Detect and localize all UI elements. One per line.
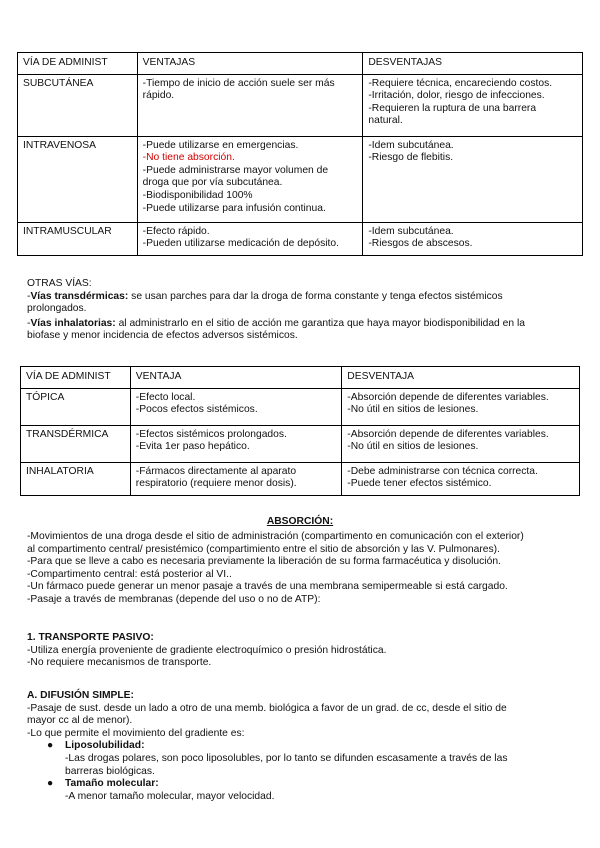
absorption-line: -Un fármaco puede generar un menor pasaje a través de una membrana semipermeable si está cargado. xyxy=(27,581,508,593)
disadvantage-line: -Irritación, dolor, riesgo de infecciones. xyxy=(368,90,545,102)
inhalation-label: Vías inhalatorias: xyxy=(30,317,116,329)
advantage-line-highlight: -No tiene absorción. xyxy=(142,152,235,164)
simple-diffusion-line: mayor cc al de menor). xyxy=(27,715,133,727)
disadvantage-line: -Idem subcutánea. xyxy=(368,139,454,151)
header-cell: VÍA DE ADMINIST xyxy=(18,53,138,75)
advantages-cell xyxy=(137,74,363,136)
simple-diffusion-title: A. DIFUSIÓN SIMPLE: xyxy=(27,690,134,701)
routes-table-2 xyxy=(20,366,580,496)
inhalation-paragraph: -Vías inhalatorias: al administrarlo en el sitio de acción me garantiza que haya mayor biodisponibilidad en la xyxy=(27,317,525,329)
advantage-line: -Puede utilizarse en emergencias. xyxy=(142,139,299,151)
bullet-text: barreras biológicas. xyxy=(65,765,155,777)
absorption-line: -Pasaje a través de membranas (depende del uso o no de ATP): xyxy=(27,593,321,605)
absorption-line: -Para que se lleve a cabo es necesaria previamente la liberación de su forma farmacéutica y disolución. xyxy=(27,556,501,568)
disadvantage-line: -Requiere técnica, encareciendo costos. xyxy=(368,77,553,89)
table-row xyxy=(21,388,580,425)
disadvantages-cell xyxy=(363,136,583,222)
route-name: INTRAMUSCULAR xyxy=(18,222,138,255)
disadvantage-line: -Idem subcutánea. xyxy=(368,225,454,237)
passive-transport-title: 1. TRANSPORTE PASIVO: xyxy=(27,632,154,643)
advantage-line: -Pocos efectos sistémicos. xyxy=(135,404,258,416)
disadvantage-line: -Absorción depende de diferentes variables. xyxy=(347,391,549,403)
gradient-factors-list xyxy=(27,740,583,803)
table-header-row xyxy=(18,53,583,75)
disadvantage-cell xyxy=(342,425,580,462)
advantage-line: -Biodisponibilidad 100% xyxy=(142,189,253,201)
advantage-line: -Efectos sistémicos prolongados. xyxy=(135,428,287,440)
route-name: TRANSDÉRMICA xyxy=(21,425,131,462)
absorption-line: -Movimientos de una droga desde el sitio de administración (compartimento en comunicación con el exterior) xyxy=(27,531,524,542)
absorption-line: al compartimento central/ presistémico (compartimiento entre el sitio de absorción y las V. Pulmonares). xyxy=(27,543,500,555)
bullet-icon: ● xyxy=(47,778,54,790)
disadvantage-line: natural. xyxy=(368,115,403,127)
advantage-line: -Efecto rápido. xyxy=(142,225,210,237)
table-row xyxy=(21,425,580,462)
disadvantage-line: -Absorción depende de diferentes variables. xyxy=(347,428,549,440)
routes-table-1 xyxy=(17,52,583,256)
passive-transport-section xyxy=(27,632,583,670)
advantage-line: -Puede administrarse mayor volumen de xyxy=(142,164,329,176)
route-name: INTRAVENOSA xyxy=(18,136,138,222)
other-routes-title: OTRAS VÍAS: xyxy=(27,278,92,289)
absorption-title: ABSORCIÓN: xyxy=(266,516,334,527)
other-routes-section xyxy=(27,278,583,343)
table-row xyxy=(18,74,583,136)
bullet-label: Tamaño molecular: xyxy=(65,778,159,790)
advantage-line: -Puede utilizarse para infusión continua. xyxy=(142,202,326,214)
route-name: TÓPICA xyxy=(21,388,131,425)
advantage-cell xyxy=(130,425,342,462)
header-cell: DESVENTAJA xyxy=(342,367,580,389)
table-row xyxy=(21,462,580,495)
passive-transport-line: -No requiere mecanismos de transporte. xyxy=(27,657,212,669)
absorption-line: -Compartimento central: está posterior al VI.. xyxy=(27,568,232,580)
table-header-row xyxy=(21,367,580,389)
disadvantage-line: -No útil en sitios de lesiones. xyxy=(347,404,479,416)
header-cell: VÍA DE ADMINIST xyxy=(21,367,131,389)
absorption-section xyxy=(27,531,583,607)
advantage-line: -Pueden utilizarse medicación de depósito. xyxy=(142,238,340,250)
disadvantages-cell xyxy=(363,222,583,255)
advantages-cell xyxy=(137,136,363,222)
header-cell: VENTAJAS xyxy=(137,53,363,75)
advantage-line: -Tiempo de inicio de acción suele ser más xyxy=(142,77,335,89)
advantage-line: rápido. xyxy=(142,90,175,102)
transdermal-label: Vías transdérmicas: xyxy=(30,290,129,302)
route-name: INHALATORIA xyxy=(21,462,131,495)
disadvantage-line: -Debe administrarse con técnica correcta. xyxy=(347,465,538,477)
list-item xyxy=(27,740,583,778)
advantages-cell xyxy=(137,222,363,255)
disadvantage-line: -Puede tener efectos sistémico. xyxy=(347,478,492,490)
disadvantage-line: -Riesgos de abscesos. xyxy=(368,238,473,250)
disadvantage-line: -No útil en sitios de lesiones. xyxy=(347,441,479,453)
inhalation-text-cont: biofase y menor incidencia de efectos adversos sistémicos. xyxy=(27,330,298,342)
header-cell: VENTAJA xyxy=(130,367,342,389)
advantage-line: -Fármacos directamente al aparato xyxy=(135,465,297,477)
table-row xyxy=(18,222,583,255)
bullet-icon: ● xyxy=(47,740,54,752)
bullet-label: Liposolubilidad: xyxy=(65,740,145,752)
route-name: SUBCUTÁNEA xyxy=(18,74,138,136)
bullet-text: -A menor tamaño molecular, mayor velocidad. xyxy=(65,790,275,802)
inhalation-text: al administrarlo en el sitio de acción me garantiza que haya mayor biodisponibilidad en la xyxy=(115,317,525,329)
advantage-cell xyxy=(130,388,342,425)
advantage-cell xyxy=(130,462,342,495)
transdermal-paragraph: -Vías transdérmicas: se usan parches para dar la droga de forma constante y tenga efectos sistémicos xyxy=(27,290,503,302)
simple-diffusion-line: -Pasaje de sust. desde un lado a otro de una memb. biológica a favor de un grad. de cc, desde el sitio de xyxy=(27,702,507,714)
simple-diffusion-line: -Lo que permite el movimiento del gradiente es: xyxy=(27,727,245,739)
transdermal-text: se usan parches para dar la droga de forma constante y tenga efectos sistémicos xyxy=(128,290,503,302)
table-row xyxy=(18,136,583,222)
disadvantage-cell xyxy=(342,462,580,495)
passive-transport-line: -Utiliza energía proveniente de gradiente electroquímico o presión hidrostática. xyxy=(27,644,387,656)
disadvantage-line: -Riesgo de flebitis. xyxy=(368,152,454,164)
advantage-line: -Evita 1er paso hepático. xyxy=(135,441,250,453)
transdermal-text-cont: prolongados. xyxy=(27,303,87,315)
disadvantage-line: -Requieren la ruptura de una barrera xyxy=(368,102,537,114)
advantage-line: droga que por vía subcutánea. xyxy=(142,177,283,189)
list-item xyxy=(27,778,583,803)
simple-diffusion-section xyxy=(27,690,583,803)
bullet-text: -Las drogas polares, son poco liposolubles, por lo tanto se difunden escasamente a través de las xyxy=(65,752,508,764)
disadvantage-cell xyxy=(342,388,580,425)
advantage-line: -Efecto local. xyxy=(135,391,196,403)
advantage-line: respiratorio (requiere menor dosis). xyxy=(135,478,297,490)
header-cell: DESVENTAJAS xyxy=(363,53,583,75)
disadvantages-cell xyxy=(363,74,583,136)
